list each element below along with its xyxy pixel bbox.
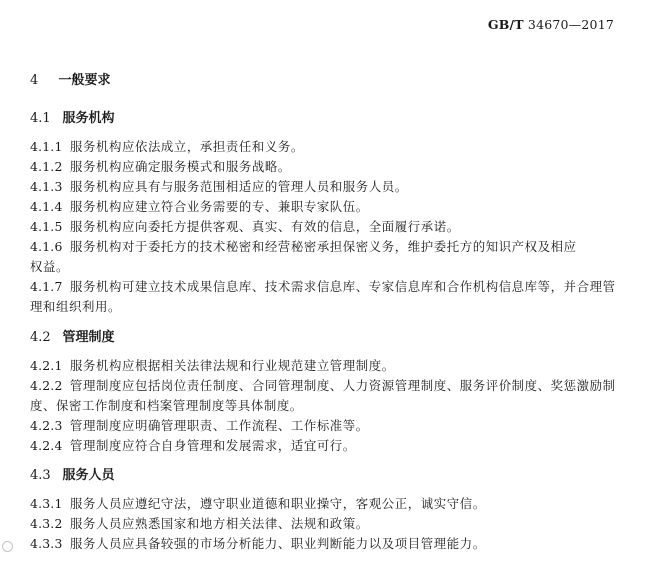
clause-number: 4.2.3	[30, 417, 63, 433]
clause-4-1-1	[30, 138, 630, 157]
clause-text: 服务机构可建立技术成果信息库、技术需求信息库、专家信息库和合作机构信息库等，并合理管	[70, 279, 616, 294]
clause-text: 服务人员应遵纪守法，遵守职业道德和职业操守，客观公正，诚实守信。	[70, 496, 486, 511]
clause-4-2-2-continuation	[30, 397, 630, 416]
subsection-number: 4.2	[30, 329, 51, 345]
clause-number: 4.1.1	[30, 139, 63, 154]
clause-4-1-6	[30, 238, 630, 257]
clause-text: 管理制度应明确管理职责、工作流程、工作标准等。	[70, 417, 369, 433]
clause-number: 4.1.3	[30, 179, 63, 194]
clause-continuation-text: 权益。	[30, 259, 69, 274]
subsection-number: 4.3	[30, 468, 51, 483]
subsection-4-1	[30, 108, 630, 317]
clause-text: 服务机构应具有与服务范围相适应的管理人员和服务人员。	[70, 179, 408, 194]
clause-4-2-2	[30, 377, 630, 396]
clause-number: 4.2.2	[30, 377, 63, 393]
clause-number: 4.2.4	[30, 437, 63, 453]
clause-number: 4.1.4	[30, 199, 63, 214]
clause-4-2-3	[30, 417, 630, 436]
watermark-logo-icon	[2, 541, 13, 552]
clause-text: 服务机构应建立符合业务需要的专、兼职专家队伍。	[70, 199, 369, 214]
clause-4-1-4	[30, 198, 630, 217]
clause-text: 管理制度应符合自身管理和发展需求，适宜可行。	[70, 437, 356, 453]
clause-4-2-1	[30, 357, 630, 376]
subsection-heading	[30, 465, 630, 487]
clause-continuation-text: 理和组织利用。	[30, 299, 121, 314]
clause-4-1-6-continuation	[30, 258, 630, 277]
clause-number: 4.1.7	[30, 279, 63, 294]
clause-4-1-5	[30, 218, 630, 237]
clause-text: 服务机构应根据相关法律法规和行业规范建立管理制度。	[70, 357, 395, 373]
clause-text: 服务人员应具备较强的市场分析能力、职业判断能力以及项目管理能力。	[70, 536, 486, 551]
subsection-title: 服务机构	[62, 111, 115, 126]
section-title: 一般要求	[58, 73, 111, 88]
clause-number: 4.2.1	[30, 357, 63, 373]
clause-text: 服务机构应确定服务模式和服务战略。	[70, 159, 291, 174]
subsection-title: 服务人员	[62, 468, 115, 483]
clause-4-3-2	[30, 515, 630, 534]
document-body	[30, 70, 630, 564]
clause-text: 服务机构应依法成立，承担责任和义务。	[70, 139, 304, 154]
clause-4-3-3	[30, 535, 630, 554]
clause-continuation-text: 度、保密工作制度和档案管理制度等具体制度。	[30, 397, 303, 413]
clause-4-1-2	[30, 158, 630, 177]
subsection-4-2	[30, 327, 630, 456]
subsection-4-3	[30, 465, 630, 554]
clause-4-3-1	[30, 495, 630, 514]
standard-number: 34670—2017	[527, 17, 614, 32]
clause-text: 服务机构应向委托方提供客观、真实、有效的信息，全面履行承诺。	[70, 219, 460, 234]
subsection-heading	[30, 327, 630, 349]
section-heading	[30, 70, 630, 92]
clause-4-2-4	[30, 437, 630, 456]
clause-text: 服务机构对于委托方的技术秘密和经营秘密承担保密义务，维护委托方的知识产权及相应	[70, 239, 577, 254]
subsection-title: 管理制度	[62, 329, 115, 345]
clause-text: 管理制度应包括岗位责任制度、合同管理制度、人力资源管理制度、服务评价制度、奖惩激励制	[70, 377, 616, 393]
clause-number: 4.3.3	[30, 536, 63, 551]
clause-text: 服务人员应熟悉国家和地方相关法律、法规和政策。	[70, 516, 369, 531]
clause-number: 4.3.1	[30, 496, 63, 511]
subsection-heading	[30, 108, 630, 130]
clause-4-1-7-continuation	[30, 298, 630, 317]
clause-4-1-3	[30, 178, 630, 197]
clause-number: 4.1.2	[30, 159, 63, 174]
clause-number: 4.1.5	[30, 219, 63, 234]
section-number: 4	[30, 73, 39, 88]
standard-prefix: GB/T	[487, 17, 524, 32]
watermark	[2, 541, 13, 552]
clause-number: 4.3.2	[30, 516, 63, 531]
standard-code-header	[488, 17, 614, 32]
subsection-number: 4.1	[30, 111, 51, 126]
clause-4-1-7	[30, 278, 630, 297]
clause-number: 4.1.6	[30, 239, 63, 254]
